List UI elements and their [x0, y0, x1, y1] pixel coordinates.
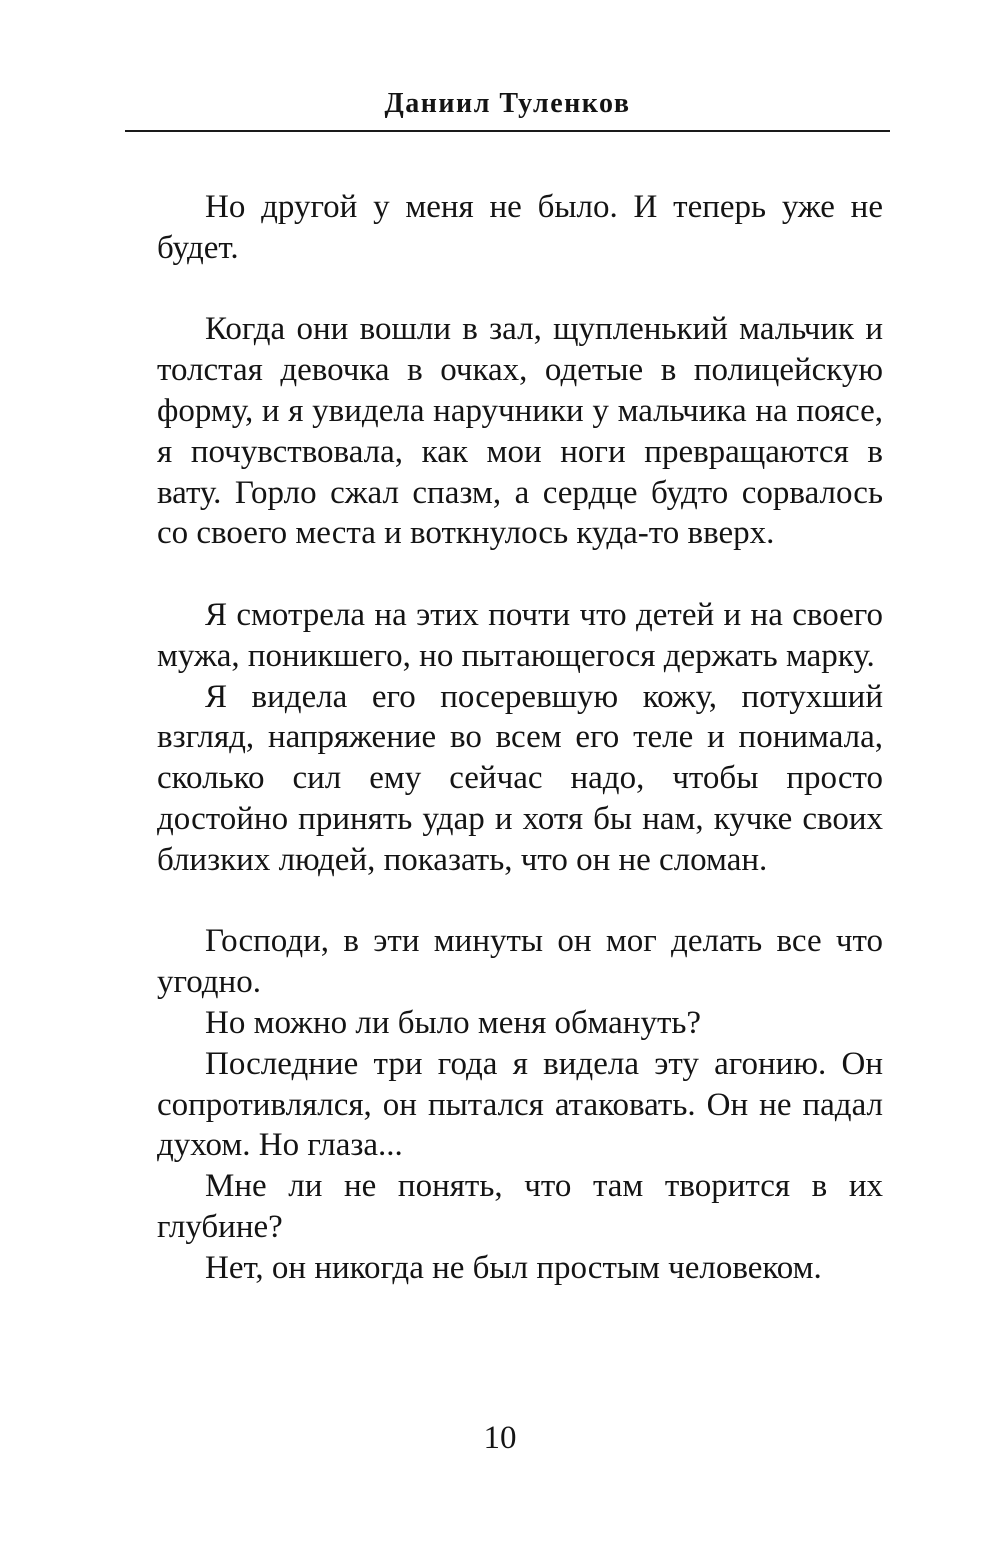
- paragraph-8: Мне ли не понять, что там творится в их глубине?: [157, 1168, 883, 1245]
- paragraph-6: Но можно ли было меня обмануть?: [205, 1004, 702, 1041]
- paragraph-4: Я видела его посеревшую кожу, потухший взгляд, напряжение во всем его теле и понимала, сколько сил ему сейчас надо, чтобы просто достойно принять удар и хотя бы нам, кучке своих близких людей, показать, что он не сломан.: [157, 678, 883, 878]
- page-number: 10: [483, 1420, 517, 1456]
- running-head-author: Даниил Туленков: [384, 88, 631, 119]
- body-text: [157, 187, 883, 1289]
- paragraph-2: Когда они вошли в зал, щупленький мальчик и толстая девочка в очках, одетые в полицейскую форму, и я увидела наручники у мальчика на поясе, я почувствовала, как мои ноги превращаются в вату. Горло сжал спазм, а сердце будто сорвалось со своего места и воткнулось куда-то вверх.: [157, 311, 883, 552]
- paragraph-3: Я смотрела на этих почти что детей и на своего мужа, поникшего, но пытающегося держать марку.: [157, 596, 883, 674]
- paragraph-7: Последние три года я видела эту агонию. Он сопротивлялся, он пытался атаковать. Он не падал духом. Но глаза...: [157, 1045, 883, 1164]
- paragraph-9: Нет, он никогда не был простым человеком.: [205, 1249, 822, 1286]
- paragraph-1: Но другой у меня не было. И теперь уже не будет.: [157, 189, 883, 266]
- paragraph-5: Господи, в эти минуты он мог делать все что угодно.: [157, 923, 883, 1001]
- header-rule: [125, 130, 890, 132]
